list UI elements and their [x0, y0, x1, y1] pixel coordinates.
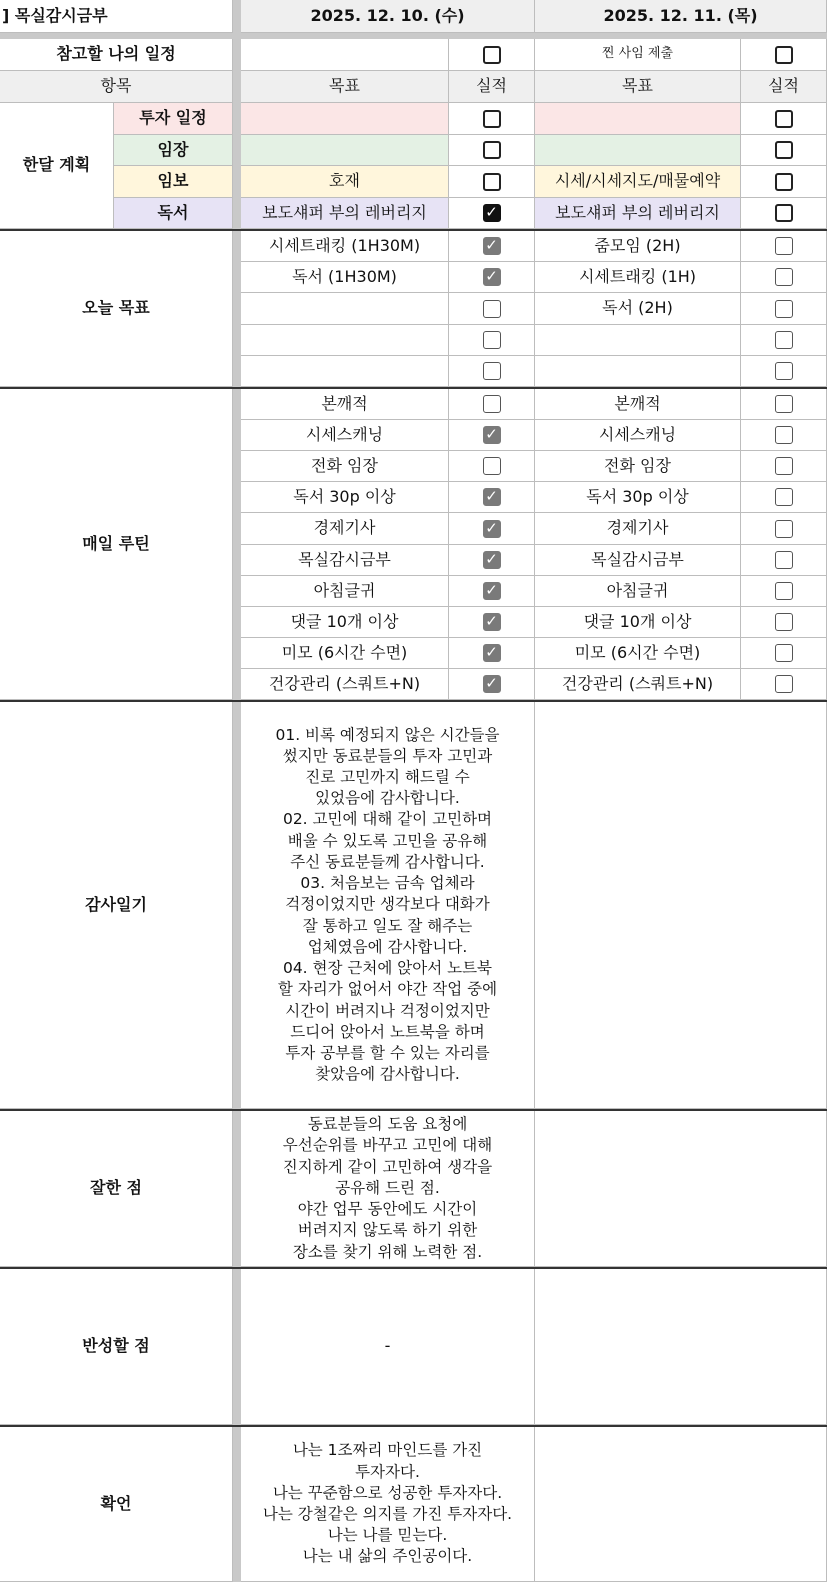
routine-checkbox-day2-cell	[741, 607, 827, 638]
routine-checkbox-day2-cell	[741, 576, 827, 607]
today-goal-checkbox-day2[interactable]	[775, 237, 793, 255]
monthly-plan-checkbox-day1-cell	[449, 135, 535, 166]
reference-checkbox-day1[interactable]	[483, 46, 501, 64]
sheet-title: ] 목실감시금부	[0, 0, 233, 33]
today-goal-day2[interactable]	[535, 325, 741, 356]
routine-checkbox-day1-cell	[449, 389, 535, 420]
today-goal-checkbox-day1[interactable]: ✓	[483, 268, 501, 286]
routine-checkbox-day1[interactable]	[483, 395, 501, 413]
routine-checkbox-day2[interactable]	[775, 675, 793, 693]
routine-checkbox-day2[interactable]	[775, 395, 793, 413]
routine-checkbox-day1[interactable]: ✓	[483, 551, 501, 569]
monthly-plan-checkbox-day2[interactable]	[775, 110, 793, 128]
today-goal-checkbox-day1-cell	[449, 231, 535, 262]
routine-item-day1[interactable]: 목실감시금부	[241, 545, 449, 576]
routine-checkbox-day2-cell	[741, 669, 827, 700]
column-header-result-day2: 실적	[741, 71, 827, 103]
routine-checkbox-day2-cell	[741, 482, 827, 513]
today-goal-day2[interactable]	[535, 356, 741, 387]
routine-item-day2[interactable]: 댓글 10개 이상	[535, 607, 741, 638]
routine-checkbox-day2[interactable]	[775, 582, 793, 600]
monthly-plan-checkbox-day1-cell	[449, 166, 535, 198]
column-header-goal-day1: 목표	[241, 71, 449, 103]
routine-checkbox-day2[interactable]	[775, 551, 793, 569]
well-done-day2[interactable]	[535, 1111, 827, 1267]
reference-schedule-day2[interactable]: 찐 사임 제출	[535, 39, 741, 71]
monthly-plan-checkbox-day1[interactable]	[483, 110, 501, 128]
affirmation-day2[interactable]	[535, 1427, 827, 1582]
today-goal-checkbox-day1[interactable]	[483, 362, 501, 380]
routine-checkbox-day2-cell	[741, 451, 827, 482]
today-goal-checkbox-day2[interactable]	[775, 268, 793, 286]
routine-checkbox-day2[interactable]	[775, 520, 793, 538]
routine-item-day2[interactable]: 본깨적	[535, 389, 741, 420]
routine-checkbox-day1-cell	[449, 451, 535, 482]
routine-checkbox-day1-cell	[449, 545, 535, 576]
monthly-plan-row-name: 투자 일정	[114, 103, 233, 135]
routine-item-day1[interactable]: 경제기사	[241, 513, 449, 545]
today-goal-day1[interactable]: 독서 (1H30M)	[241, 262, 449, 293]
monthly-plan-checkbox-day1-cell	[449, 198, 535, 229]
gratitude-day2[interactable]	[535, 702, 827, 1109]
today-goal-checkbox-day1[interactable]	[483, 331, 501, 349]
monthly-plan-checkbox-day1[interactable]	[483, 173, 501, 191]
daily-routine-label: 매일 루틴	[0, 389, 233, 700]
reference-schedule-label: 참고할 나의 일정	[0, 39, 233, 71]
monthly-plan-checkbox-day2-cell	[741, 166, 827, 198]
routine-checkbox-day1-cell	[449, 420, 535, 451]
reference-check-cell-day2	[741, 39, 827, 71]
today-goal-checkbox-day2-cell	[741, 262, 827, 293]
today-goal-checkbox-day2-cell	[741, 231, 827, 262]
monthly-plan-checkbox-day1[interactable]	[483, 141, 501, 159]
routine-checkbox-day2-cell	[741, 545, 827, 576]
routine-checkbox-day2[interactable]	[775, 426, 793, 444]
routine-item-day2[interactable]: 건강관리 (스쿼트+N)	[535, 669, 741, 700]
well-done-day1[interactable]: 동료분들의 도움 요청에 우선순위를 바꾸고 고민에 대해 진지하게 같이 고민하여 생각을 공유해 드린 점. 야간 업무 동안에도 시간이 버려지지 않도록 하기 위한 장소를 찾기 위해 노력한 점.	[241, 1111, 535, 1267]
monthly-plan-goal-day1[interactable]	[241, 135, 449, 166]
reference-schedule-day1[interactable]	[241, 39, 449, 71]
routine-item-day1[interactable]: 아침글귀	[241, 576, 449, 607]
today-goal-checkbox-day2[interactable]	[775, 362, 793, 380]
routine-checkbox-day1[interactable]: ✓	[483, 426, 501, 444]
today-goal-day1[interactable]: 시세트래킹 (1H30M)	[241, 231, 449, 262]
today-goal-checkbox-day2-cell	[741, 325, 827, 356]
routine-checkbox-day2-cell	[741, 513, 827, 545]
today-goal-day2[interactable]: 줌모임 (2H)	[535, 231, 741, 262]
routine-item-day2[interactable]: 목실감시금부	[535, 545, 741, 576]
routine-checkbox-day2-cell	[741, 389, 827, 420]
routine-checkbox-day1[interactable]: ✓	[483, 613, 501, 631]
routine-checkbox-day2[interactable]	[775, 457, 793, 475]
monthly-plan-row-name: 임보	[114, 166, 233, 198]
column-header-item: 항목	[0, 71, 233, 103]
reference-checkbox-day2[interactable]	[775, 46, 793, 64]
routine-item-day1[interactable]: 본깨적	[241, 389, 449, 420]
date-day2: 2025. 12. 11. (목)	[535, 0, 827, 33]
monthly-plan-checkbox-day2[interactable]	[775, 173, 793, 191]
routine-item-day1[interactable]: 독서 30p 이상	[241, 482, 449, 513]
reflection-label: 반성할 점	[0, 1269, 233, 1425]
gratitude-day1[interactable]: 01. 비록 예정되지 않은 시간들을 썼지만 동료분들의 투자 고민과 진로 고민까지 해드릴 수 있었음에 감사합니다. 02. 고민에 대해 같이 고민하며 배울 수 있도록 고민을 공유해 주신 동료분들께 감사합니다. 03. 처음보는 금속 업체라 걱정이었지만 생각보다 대화가 잘 통하고 일도 잘 해주는 업체였음에 감사합니다. 04. 현장 근처에 앉아서 노트북 할 자리가 없어서 야간 작업 중에 시간이 버려지나 걱정이었지만 드디어 앉아서 노트북을 하며 투자 공부를 할 수 있는 자리를 찾았음에 감사합니다.	[241, 702, 535, 1109]
monthly-plan-goal-day2[interactable]	[535, 103, 741, 135]
today-goals-label: 오늘 목표	[0, 231, 233, 387]
today-goal-day1[interactable]	[241, 356, 449, 387]
column-header-result-day1: 실적	[449, 71, 535, 103]
routine-checkbox-day1-cell	[449, 638, 535, 669]
today-goal-day2[interactable]: 시세트래킹 (1H)	[535, 262, 741, 293]
routine-item-day2[interactable]: 경제기사	[535, 513, 741, 545]
gratitude-label: 감사일기	[0, 702, 233, 1109]
today-goal-checkbox-day2[interactable]	[775, 300, 793, 318]
today-goal-checkbox-day1[interactable]	[483, 300, 501, 318]
routine-checkbox-day1-cell	[449, 513, 535, 545]
affirmation-day1[interactable]: 나는 1조짜리 마인드를 가진 투자자다. 나는 꾸준함으로 성공한 투자자다. 나는 강철같은 의지를 가진 투자자다. 나는 나를 믿는다. 나는 내 삶의 주인공이다.	[241, 1427, 535, 1582]
routine-item-day2[interactable]: 전화 임장	[535, 451, 741, 482]
monthly-plan-checkbox-day1-cell	[449, 103, 535, 135]
reflection-day1[interactable]: -	[241, 1269, 535, 1425]
routine-checkbox-day1-cell	[449, 576, 535, 607]
routine-checkbox-day2-cell	[741, 638, 827, 669]
monthly-plan-row-name: 독서	[114, 198, 233, 229]
date-day1: 2025. 12. 10. (수)	[241, 0, 535, 33]
routine-checkbox-day2[interactable]	[775, 488, 793, 506]
monthly-plan-checkbox-day1[interactable]: ✓	[483, 204, 501, 222]
routine-item-day1[interactable]: 미모 (6시간 수면)	[241, 638, 449, 669]
column-header-goal-day2: 목표	[535, 71, 741, 103]
routine-item-day2[interactable]: 독서 30p 이상	[535, 482, 741, 513]
monthly-plan-row-name: 임장	[114, 135, 233, 166]
routine-checkbox-day1-cell	[449, 482, 535, 513]
today-goal-checkbox-day1-cell	[449, 293, 535, 325]
today-goal-checkbox-day1[interactable]: ✓	[483, 237, 501, 255]
routine-item-day2[interactable]: 아침글귀	[535, 576, 741, 607]
routine-item-day1[interactable]: 건강관리 (스쿼트+N)	[241, 669, 449, 700]
routine-checkbox-day1[interactable]: ✓	[483, 675, 501, 693]
affirmation-label: 확언	[0, 1427, 233, 1582]
today-goal-checkbox-day1-cell	[449, 356, 535, 387]
today-goal-day1[interactable]	[241, 325, 449, 356]
routine-item-day2[interactable]: 미모 (6시간 수면)	[535, 638, 741, 669]
routine-checkbox-day2[interactable]	[775, 644, 793, 662]
routine-checkbox-day1[interactable]: ✓	[483, 520, 501, 538]
routine-item-day1[interactable]: 시세스캐닝	[241, 420, 449, 451]
routine-checkbox-day1[interactable]: ✓	[483, 644, 501, 662]
routine-checkbox-day1-cell	[449, 669, 535, 700]
monthly-plan-goal-day2[interactable]: 시세/시세지도/매물예약	[535, 166, 741, 198]
monthly-plan-goal-day1[interactable]: 보도섀퍼 부의 레버리지	[241, 198, 449, 229]
routine-checkbox-day1-cell	[449, 607, 535, 638]
today-goal-checkbox-day2-cell	[741, 356, 827, 387]
routine-item-day1[interactable]: 전화 임장	[241, 451, 449, 482]
monthly-plan-checkbox-day2[interactable]	[775, 204, 793, 222]
monthly-plan-goal-day1[interactable]	[241, 103, 449, 135]
today-goal-checkbox-day1-cell	[449, 262, 535, 293]
monthly-plan-goal-day2[interactable]	[535, 135, 741, 166]
today-goal-day2[interactable]: 독서 (2H)	[535, 293, 741, 325]
routine-checkbox-day2[interactable]	[775, 613, 793, 631]
monthly-plan-goal-day1[interactable]: 호재	[241, 166, 449, 198]
today-goal-checkbox-day2-cell	[741, 293, 827, 325]
routine-checkbox-day1[interactable]: ✓	[483, 582, 501, 600]
routine-checkbox-day2-cell	[741, 420, 827, 451]
monthly-plan-checkbox-day2-cell	[741, 135, 827, 166]
column-separator	[233, 0, 241, 1582]
reflection-day2[interactable]	[535, 1269, 827, 1425]
routine-checkbox-day1[interactable]	[483, 457, 501, 475]
monthly-plan-checkbox-day2-cell	[741, 103, 827, 135]
monthly-plan-checkbox-day2[interactable]	[775, 141, 793, 159]
monthly-plan-goal-day2[interactable]: 보도섀퍼 부의 레버리지	[535, 198, 741, 229]
today-goal-day1[interactable]	[241, 293, 449, 325]
today-goal-checkbox-day2[interactable]	[775, 331, 793, 349]
reference-check-cell-day1	[449, 39, 535, 71]
routine-checkbox-day1[interactable]: ✓	[483, 488, 501, 506]
today-goal-checkbox-day1-cell	[449, 325, 535, 356]
routine-item-day1[interactable]: 댓글 10개 이상	[241, 607, 449, 638]
monthly-plan-checkbox-day2-cell	[741, 198, 827, 229]
routine-item-day2[interactable]: 시세스캐닝	[535, 420, 741, 451]
monthly-plan-label: 한달 계획	[0, 103, 114, 229]
well-done-label: 잘한 점	[0, 1111, 233, 1267]
